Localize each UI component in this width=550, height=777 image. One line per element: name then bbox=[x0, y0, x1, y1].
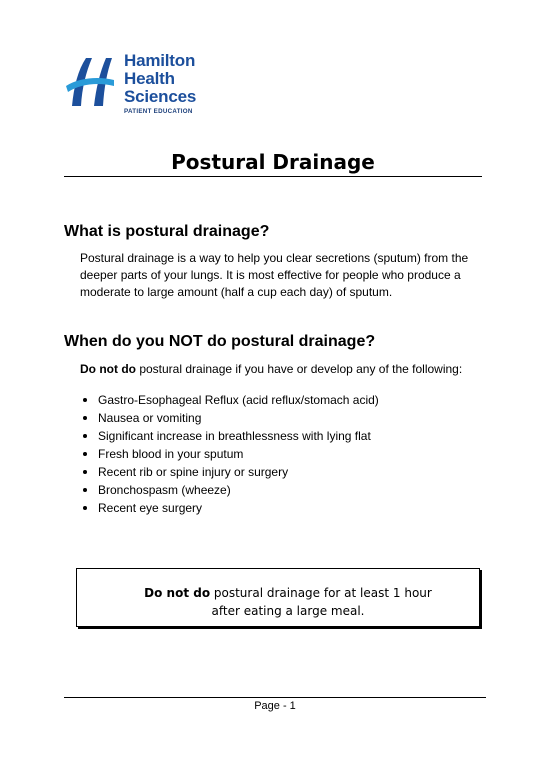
list-item: Gastro-Esophageal Reflux (acid reflux/stomach acid) bbox=[80, 391, 480, 409]
logo-line-3: Sciences bbox=[124, 87, 197, 106]
contraindication-list bbox=[80, 391, 480, 517]
logo-line-1: Hamilton bbox=[124, 51, 196, 70]
intro-rest-text: postural drainage if you have or develop any of the following: bbox=[135, 362, 463, 376]
page-title: Postural Drainage bbox=[171, 150, 375, 174]
warning-rest-text: postural drainage for at least 1 hour after eating a large meal. bbox=[210, 586, 432, 618]
meal-warning-text bbox=[77, 584, 479, 620]
meal-warning-box bbox=[76, 568, 480, 627]
hhs-logo bbox=[64, 52, 224, 120]
page-number: Page - 1 bbox=[254, 700, 296, 712]
footer-divider bbox=[64, 697, 486, 698]
title-divider bbox=[64, 176, 482, 177]
intro-bold-text: Do not do bbox=[80, 362, 136, 376]
list-item: Fresh blood in your sputum bbox=[80, 445, 480, 463]
list-item: Nausea or vomiting bbox=[80, 409, 480, 427]
warning-bold-text: Do not do bbox=[144, 586, 211, 600]
section-body-what-is: Postural drainage is a way to help you clear secretions (sputum) from the deeper parts of your lungs. It is most effective for people who produce a moderate to large amount (half a cup each day) of sputum. bbox=[80, 251, 469, 299]
list-item: Bronchospasm (wheeze) bbox=[80, 481, 480, 499]
logo-line-2: Health bbox=[124, 69, 175, 88]
hhs-logo-wordmark bbox=[124, 52, 196, 115]
section-heading-what-is: What is postural drainage? bbox=[64, 223, 270, 240]
list-item: Significant increase in breathlessness with lying flat bbox=[80, 427, 480, 445]
logo-subtitle: PATIENT EDUCATION bbox=[124, 108, 193, 115]
section-intro-when-not bbox=[80, 361, 490, 378]
section-heading-when-not: When do you NOT do postural drainage? bbox=[64, 333, 376, 350]
list-item: Recent rib or spine injury or surgery bbox=[80, 463, 480, 481]
hhs-logo-mark-icon bbox=[64, 56, 116, 108]
list-item: Recent eye surgery bbox=[80, 499, 480, 517]
